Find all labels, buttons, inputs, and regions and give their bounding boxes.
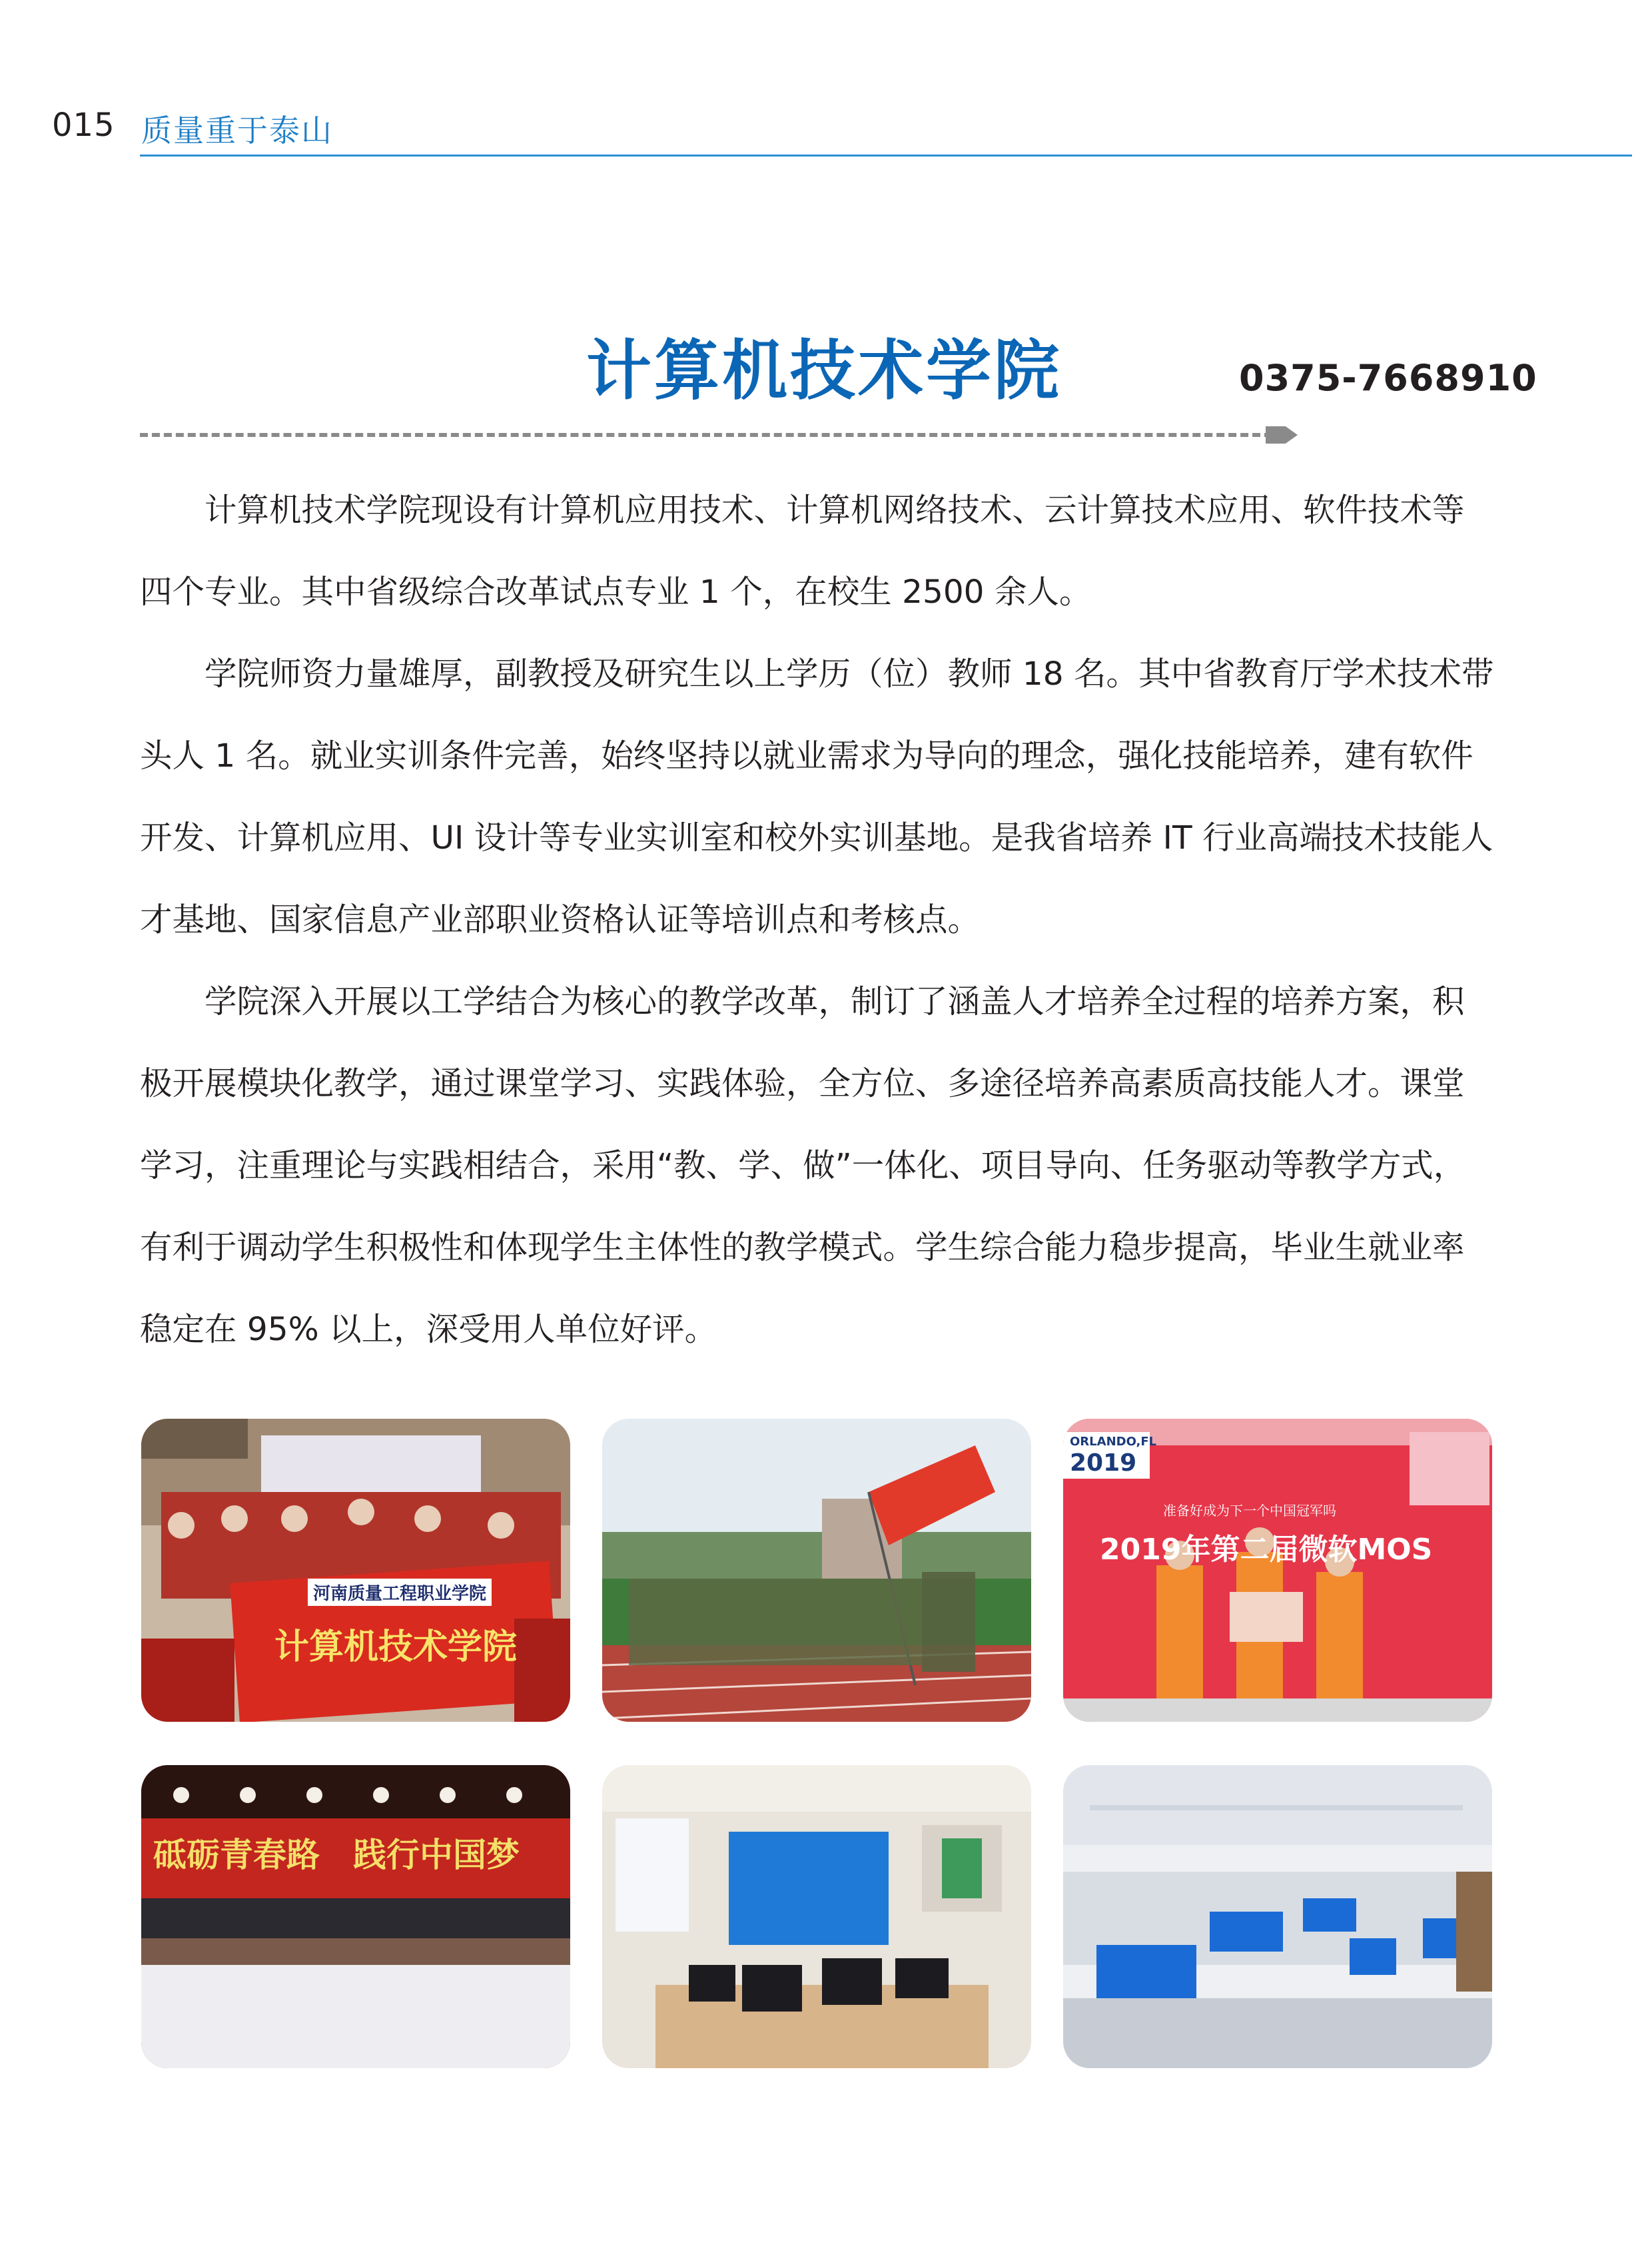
- section-label: 质量重于泰山: [141, 113, 333, 149]
- dashed-divider: [140, 433, 1272, 437]
- photo-march: [602, 1419, 1031, 1722]
- paragraph: 计算机技术学院现设有计算机应用技术、计算机网络技术、云计算技术应用、软件技术等四个专业。其中省级综合改革试点专业 1 个，在校生 2500 余人。: [140, 492, 1465, 611]
- arrow-icon: [1266, 426, 1298, 444]
- paragraph: 学院深入开展以工学结合为核心的教学改革，制订了涵盖人才培养全过程的培养方案，积极开展模块化教学，通过课堂学习、实践体验，全方位、多途径培养高素质高技能人才。课堂学习，注重理论与实践相结合，采用“教、学、做”一体化、项目导向、任务驱动等教学方式，有利于调动学生积极性和体现学生主体性的教学模式。学生综合能力稳步提高，毕业生就业率稳定在 95% 以上，深受用人单位好评。: [140, 983, 1466, 1348]
- page-number: 015: [52, 107, 115, 144]
- board-title-text: 2019年第二届微软MOS: [1100, 1533, 1433, 1567]
- photo-mos-event: [1063, 1419, 1492, 1722]
- banner-school-text: 河南质量工程职业学院: [308, 1579, 492, 1606]
- phone-number: 0375-7668910: [1239, 357, 1537, 399]
- photo-computer-lab: [602, 1765, 1031, 2068]
- photo-classroom: [1063, 1765, 1492, 2068]
- photo-banner-group: [141, 1419, 570, 1722]
- banner-college-text: 计算机技术学院: [274, 1627, 518, 1667]
- body-text: [140, 470, 1495, 1371]
- board-year-text: 2019: [1070, 1449, 1137, 1477]
- stage-slogan-text: 砥砺青春路 践行中国梦: [153, 1835, 520, 1874]
- paragraph: 学院师资力量雄厚，副教授及研究生以上学历（位）教师 18 名。其中省教育厅学术技术带头人 1 名。就业实训条件完善，始终坚持以就业需求为导向的理念，强化技能培养，建有软件开发、计算机应用、UI 设计等专业实训室和校外实训基地。是我省培养 IT 行业高端技术技能人才基地、国家信息产业部职业资格认证等培训点和考核点。: [140, 655, 1494, 938]
- photo-stage-group: [141, 1765, 570, 2068]
- board-city-text: ORLANDO,FL: [1070, 1435, 1157, 1449]
- page-title: 计算机技术学院: [586, 333, 1062, 409]
- header-rule: [140, 155, 1632, 157]
- board-sub-text: 准备好成为下一个中国冠军吗: [1163, 1503, 1336, 1519]
